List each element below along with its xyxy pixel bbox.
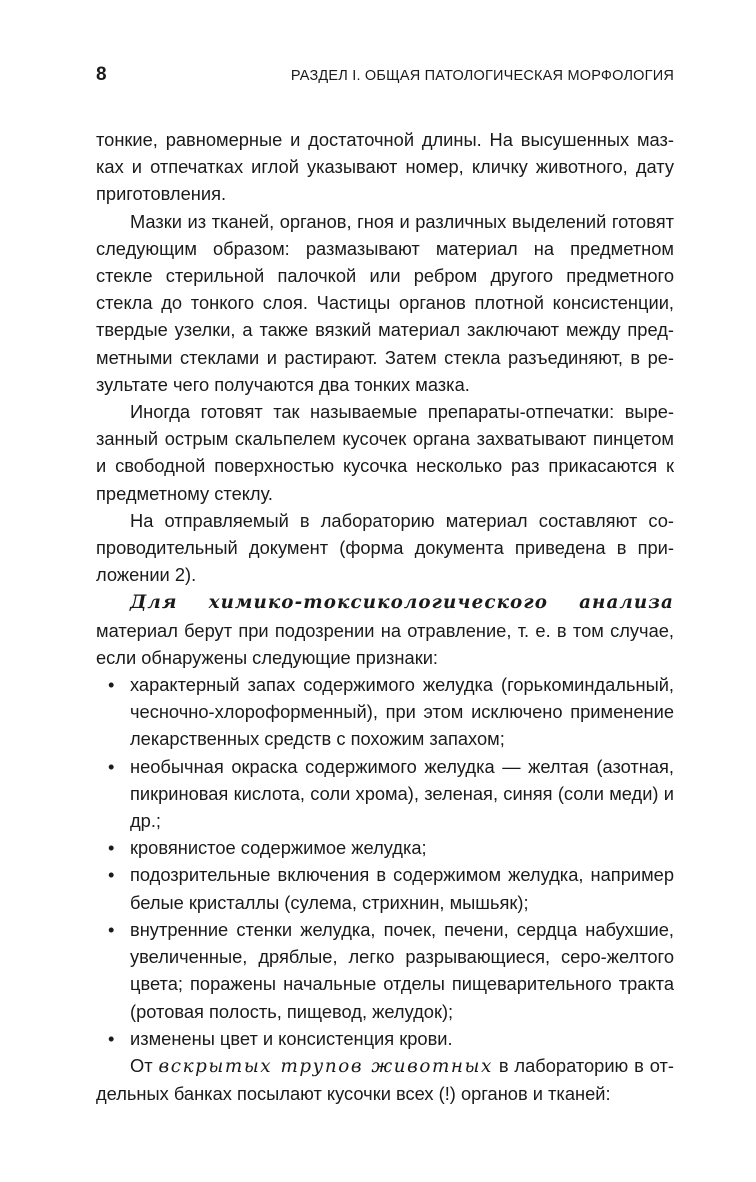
paragraph-continuation: тонкие, равномерные и достаточной длины. На высушенных мазках и отпечатках иглой указывают номер, кличку животного, дату приготовления.: [96, 129, 674, 205]
paragraph-corpses-start: От: [130, 1054, 159, 1076]
page-number: 8: [96, 64, 108, 85]
list-item: [96, 753, 674, 835]
list-item: [96, 916, 674, 1025]
paragraph-corpses-text: в лабораторию в отдельных банках посылают кусочки всех (!) органов и тканей:: [96, 1054, 674, 1105]
paragraph-chemical-analysis: [96, 588, 674, 671]
signs-list: [96, 671, 674, 1052]
list-item-text: характерный запах содержимого желудка (горькоминдальный, чесночно-хлороформенный), при этом исключено применение лекарственных средств с похожим запахом;: [130, 674, 674, 750]
list-item-text: изменены цвет и консистенция крови.: [130, 1027, 453, 1049]
list-item: [96, 671, 674, 753]
list-item-text: подозрительные включения в содержимом желудка, например белые кристаллы (сулема, стрихнин, мышьяк);: [130, 864, 674, 913]
bullet-icon: •: [108, 918, 115, 940]
list-item: [96, 834, 674, 861]
bullet-icon: •: [108, 674, 115, 696]
list-item-text: необычная окраска содержимого желудка — желтая (азотная, пикриновая кислота, соли хрома), зеленая, синяя (соли меди) и др.;: [130, 755, 674, 832]
list-item-text: внутренние стенки желудка, почек, печени, сердца набухшие, увеличенные, дряблые, легко разрывающиеся, серо-желтого цвета; поражены начальные отделы пищеварительного тракта (ротовая полость, пищевод, желудок);: [130, 918, 674, 1022]
bullet-icon: •: [108, 864, 115, 886]
bullet-icon: •: [108, 755, 115, 777]
paragraph-chemical-analysis-text: материал берут при подозрении на отравление, т. е. в том случае, если обнаружены следующие признаки:: [96, 619, 674, 668]
paragraph-accompanying-document: На отправляемый в лабораторию материал составляют сопроводительный документ (форма документа приведена в приложении 2).: [96, 509, 674, 586]
bullet-icon: •: [108, 1027, 115, 1049]
document-page: [96, 64, 674, 1107]
paragraph-smears: Мазки из тканей, органов, гноя и различных выделений готовят следующим образом: размазывают материал на предметном стекле стерильной палочкой или ребром другого предметного стекла до тонкого слоя. Частицы органов плотной консистенции, твердые узелки, а также вязкий материал заключают между предметными стеклами и растирают. Затем стекла разъединяют, в результате чего получаются два тонких мазка.: [96, 210, 674, 395]
bullet-icon: •: [108, 837, 115, 859]
running-head: [96, 64, 674, 104]
emphasis-chemical-analysis: Для химико-токсикологического анализа: [130, 592, 674, 614]
section-title: РАЗДЕЛ I. ОБЩАЯ ПАТОЛОГИЧЕСКАЯ МОРФОЛОГИЯ: [290, 68, 674, 84]
paragraph-imprints: Иногда готовят так называемые препараты-отпечатки: вырезанный острым скальпелем кусочек органа захватывают пинцетом и свободной поверхностью кусочка несколько раз прикасаются к предметному стеклу.: [96, 401, 674, 504]
list-item: [96, 861, 674, 915]
list-item-text: кровянистое содержимое желудка;: [130, 837, 427, 859]
emphasis-corpses: вскрытых трупов животных: [158, 1055, 493, 1077]
list-item: [96, 1025, 674, 1052]
paragraph-corpses: [96, 1052, 674, 1107]
body-text: [96, 126, 674, 1107]
